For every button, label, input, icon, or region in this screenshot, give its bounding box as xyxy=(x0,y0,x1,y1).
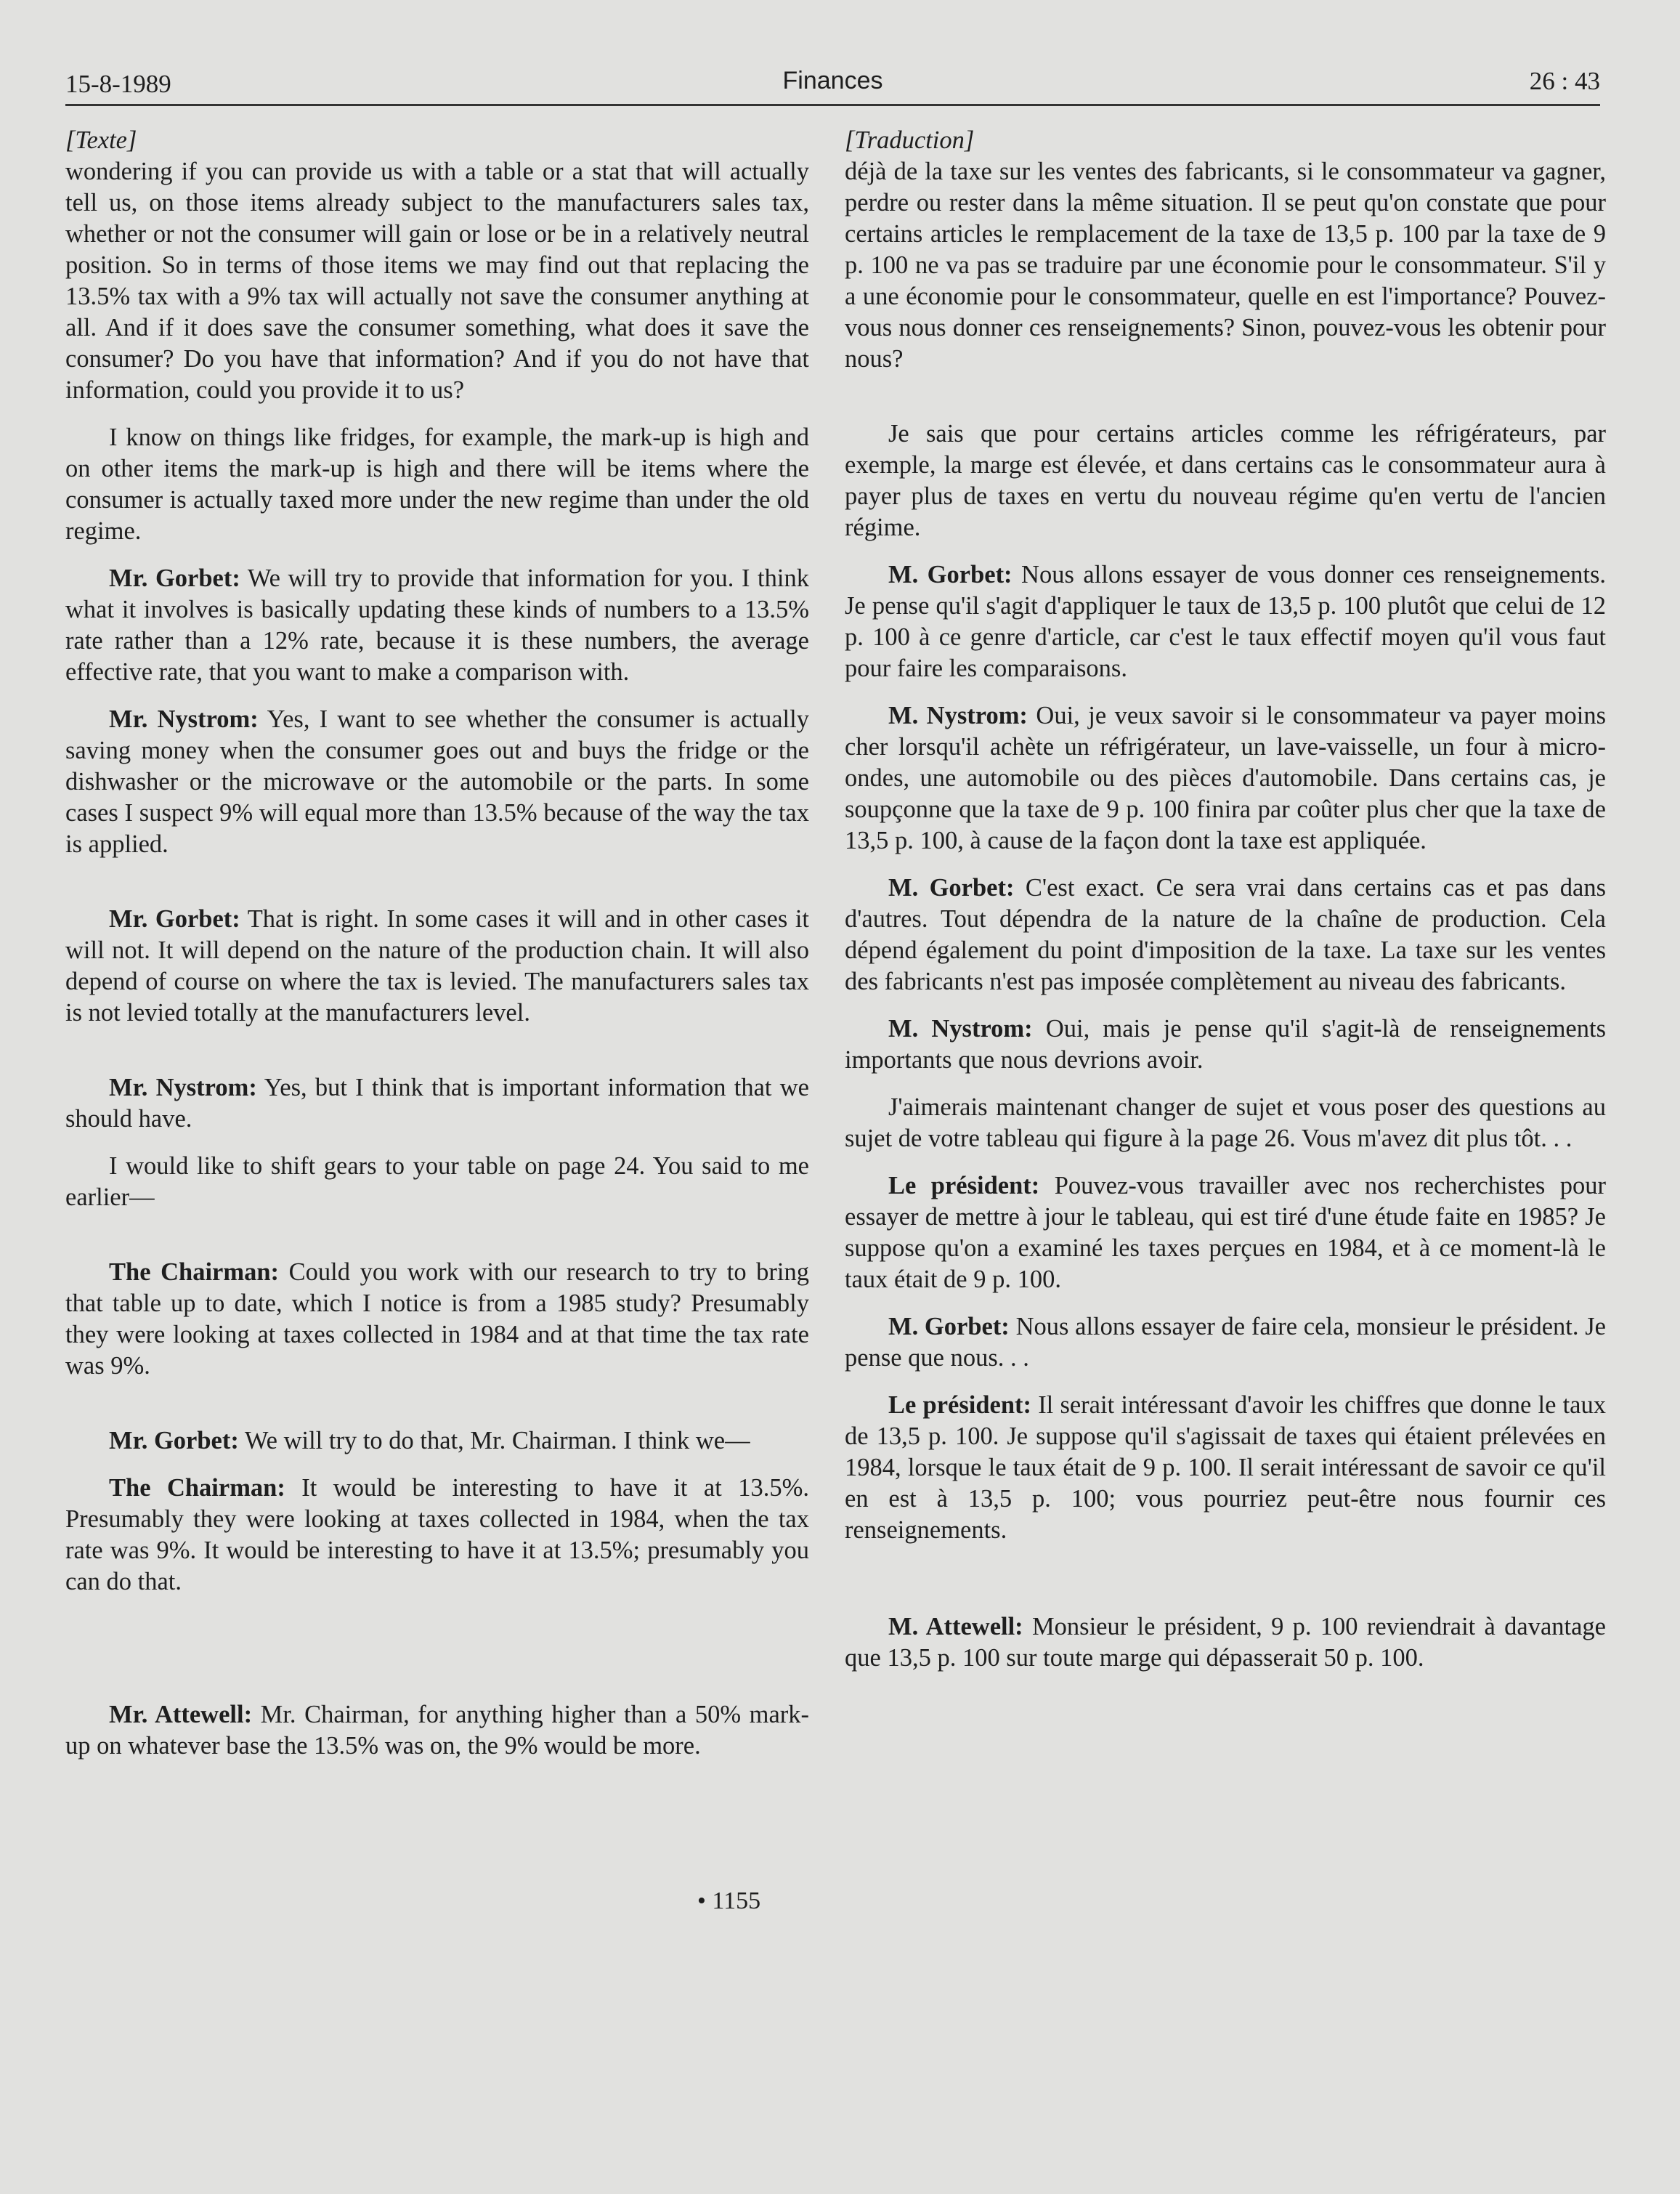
paragraph xyxy=(845,156,1606,375)
speaker-name: M. Nystrom: xyxy=(888,702,1028,729)
paragraph xyxy=(845,1611,1606,1674)
paragraph xyxy=(845,418,1606,543)
paragraph-text: Nous allons essayer de vous donner ces renseignements. Je pense qu'il s'agit d'appliquer le taux de 13,5 p. 100 plutôt que celui de 12 p. 100 à ce genre d'article, car c'est le taux effectif moyen qu'il vous faut pour faire les comparaisons. xyxy=(845,561,1606,682)
speaker-name: Mr. Attewell: xyxy=(109,1701,253,1728)
paragraph xyxy=(65,1072,809,1135)
speaker-name: Mr. Gorbet: xyxy=(109,1427,239,1454)
speaker-name: The Chairman: xyxy=(109,1474,285,1502)
paragraph-text: Yes, I want to see whether the consumer is actually saving money when the consumer goes out and buys the fridge or the dishwasher or the microwave or the automobile or the parts. In some cases I suspect 9% will equal more than 13.5% because of the way the tax is applied. xyxy=(65,705,809,858)
paragraph xyxy=(845,1013,1606,1076)
paragraph xyxy=(65,704,809,860)
column-english xyxy=(65,125,809,1762)
speaker-name: Le président: xyxy=(888,1391,1031,1419)
paragraph-text: Could you work with our research to try to bring that table up to date, which I notice is from a 1985 study? Presumably they were looking at taxes collected in 1984 and at that time the tax rate was 9%. xyxy=(65,1258,810,1380)
paragraph-text: We will try to provide that information for you. I think what it involves is basically updating these kinds of numbers to a 13.5% rate rather than a 12% rate, because it is these numbers, the average effective rate, that you want to make a comparison with. xyxy=(65,564,809,686)
paragraph-text: I would like to shift gears to your table on page 24. You said to me earlier— xyxy=(65,1152,809,1211)
paragraph-text: That is right. In some cases it will and in other cases it will not. It will depend on the nature of the production chain. It will also depend of course on where the tax is levied. The manufacturers sales tax is not levied totally at the manufacturers level. xyxy=(65,905,809,1027)
paragraph-text: Nous allons essayer de faire cela, monsieur le président. Je pense que nous. . . xyxy=(845,1313,1606,1372)
paragraph xyxy=(845,1311,1606,1374)
paragraph xyxy=(65,422,809,547)
paragraph xyxy=(65,1425,809,1457)
paragraph xyxy=(65,1699,809,1762)
paragraph xyxy=(845,1170,1606,1295)
page-header xyxy=(65,64,1600,108)
speaker-name: Mr. Gorbet: xyxy=(109,905,240,933)
paragraph xyxy=(65,1257,809,1382)
paragraph xyxy=(845,559,1606,684)
paragraph-text: Yes, but I think that is important information that we should have. xyxy=(65,1074,809,1133)
speaker-name: M. Nystrom: xyxy=(888,1015,1033,1043)
paragraph xyxy=(845,700,1606,857)
paragraph-text: déjà de la taxe sur les ventes des fabricants, si le consommateur va gagner, perdre ou rester dans la même situation. Il se peut qu'on constate que pour certains articles le remplacement de la taxe de 13,5 p. 100 par la taxe de 9 p. 100 ne va pas se traduire par une économie pour le consommateur. S'il y a une économie pour le consommateur, quelle en est l'importance? Pouvez-vous nous donner ces renseignements? Sinon, pouvez-vous les obtenir pour nous? xyxy=(845,158,1606,373)
speaker-name: M. Gorbet: xyxy=(888,874,1015,902)
speaker-name: Mr. Nystrom: xyxy=(109,705,259,733)
paragraph-text: I know on things like fridges, for example, the mark-up is high and on other items the mark-up is high and there will be items where the consumer is actually taxed more under the new regime than under the old regime. xyxy=(65,424,809,545)
speaker-name: Le président: xyxy=(888,1172,1040,1199)
paragraph xyxy=(65,904,809,1029)
header-folio: 26 : 43 xyxy=(1529,67,1600,95)
speaker-name: M. Gorbet: xyxy=(888,1313,1010,1340)
column-label-texte: [Texte] xyxy=(65,126,137,154)
paragraph-text: Je sais que pour certains articles comme les réfrigérateurs, par exemple, la marge est élevée, et dans certains cas le consommateur aura à payer plus de taxes en vertu du nouveau régime qu'en vertu de l'ancien régime. xyxy=(845,420,1606,541)
column-french xyxy=(845,125,1606,1674)
paragraph xyxy=(65,1151,809,1213)
paragraph-text: Il serait intéressant d'avoir les chiffres que donne le taux de 13,5 p. 100. Je suppose qu'il s'agissait de taxes qui étaient prélevées en 1984, lorsque le taux était de 9 p. 100. Il serait intéressant de savoir ce qu'il en est à 13,5 p. 100; vous pourriez peut-être nous fournir ces renseignements. xyxy=(845,1391,1606,1544)
speaker-name: Mr. Nystrom: xyxy=(109,1074,257,1101)
paragraph-text: Mr. Chairman, for anything higher than a 50% mark-up on whatever base the 13.5% was on, the 9% would be more. xyxy=(65,1701,810,1760)
paragraph-text: Oui, mais je pense qu'il s'agit-là de renseignements importants que nous devrions avoir. xyxy=(845,1015,1607,1074)
paragraph-text: C'est exact. Ce sera vrai dans certains cas et pas dans d'autres. Tout dépendra de la nature de la chaîne de production. Cela dépend également du point d'imposition de la taxe. La taxe sur les ventes des fabricants n'est pas imposée complètement au niveau des fabricants. xyxy=(845,874,1606,995)
paragraph xyxy=(65,156,809,406)
paragraph xyxy=(65,1473,809,1598)
paragraph xyxy=(65,563,809,688)
paragraph-text: Pouvez-vous travailler avec nos recherchistes pour essayer de mettre à jour le tableau, qui est tiré d'une étude faite en 1985? Je suppose qu'on a examiné les taxes perçues en 1984, et à ce moment-là le taux était de 9 p. 100. xyxy=(845,1172,1606,1293)
paragraph-text: It would be interesting to have it at 13.5%. Presumably they were looking at taxes collected in 1984, when the tax rate was 9%. It would be interesting to have it at 13.5%; presumably you can do that. xyxy=(65,1474,809,1595)
header-date: 15-8-1989 xyxy=(65,70,171,98)
paragraph-text: J'aimerais maintenant changer de sujet et vous poser des questions au sujet de votre tableau qui figure à la page 26. Vous m'avez dit plus tôt. . . xyxy=(845,1093,1606,1152)
paragraph-text: wondering if you can provide us with a table or a stat that will actually tell us, on those items already subject to the manufacturers sales tax, whether or not the consumer will gain or lose or be in a relatively neutral position. So in terms of those items we may find out that replacing the 13.5% tax with a 9% tax will actually not save the consumer anything at all. And if it does save the consumer something, what does it save the consumer? Do you have that information? And if you do not have that information, could you provide it to us? xyxy=(65,158,809,404)
speaker-name: M. Attewell: xyxy=(888,1613,1023,1640)
paragraph-text: Monsieur le président, 9 p. 100 reviendrait à davantage que 13,5 p. 100 sur toute marge qui dépasserait 50 p. 100. xyxy=(845,1613,1606,1672)
speaker-name: Mr. Gorbet: xyxy=(109,564,240,592)
paragraph-text: We will try to do that, Mr. Chairman. I think we— xyxy=(244,1427,750,1454)
paragraph xyxy=(845,1092,1606,1154)
header-title: Finances xyxy=(782,67,883,94)
paragraph-text: Oui, je veux savoir si le consommateur va payer moins cher lorsqu'il achète un réfrigérateur, un lave-vaisselle, un four à micro-ondes, une automobile ou des pièces d'automobile. Dans certains cas, je soupçonne que la taxe de 9 p. 100 finira par coûter plus cher que la taxe de 13,5 p. 100, à cause de la façon dont la taxe est appliquée. xyxy=(845,702,1606,854)
time-marker: • 1155 xyxy=(697,1887,761,1914)
speaker-name: M. Gorbet: xyxy=(888,561,1013,588)
paragraph xyxy=(845,1390,1606,1546)
speaker-name: The Chairman: xyxy=(109,1258,280,1286)
paragraph xyxy=(845,873,1606,997)
header-rule xyxy=(65,104,1600,106)
column-label-traduction: [Traduction] xyxy=(845,126,975,154)
